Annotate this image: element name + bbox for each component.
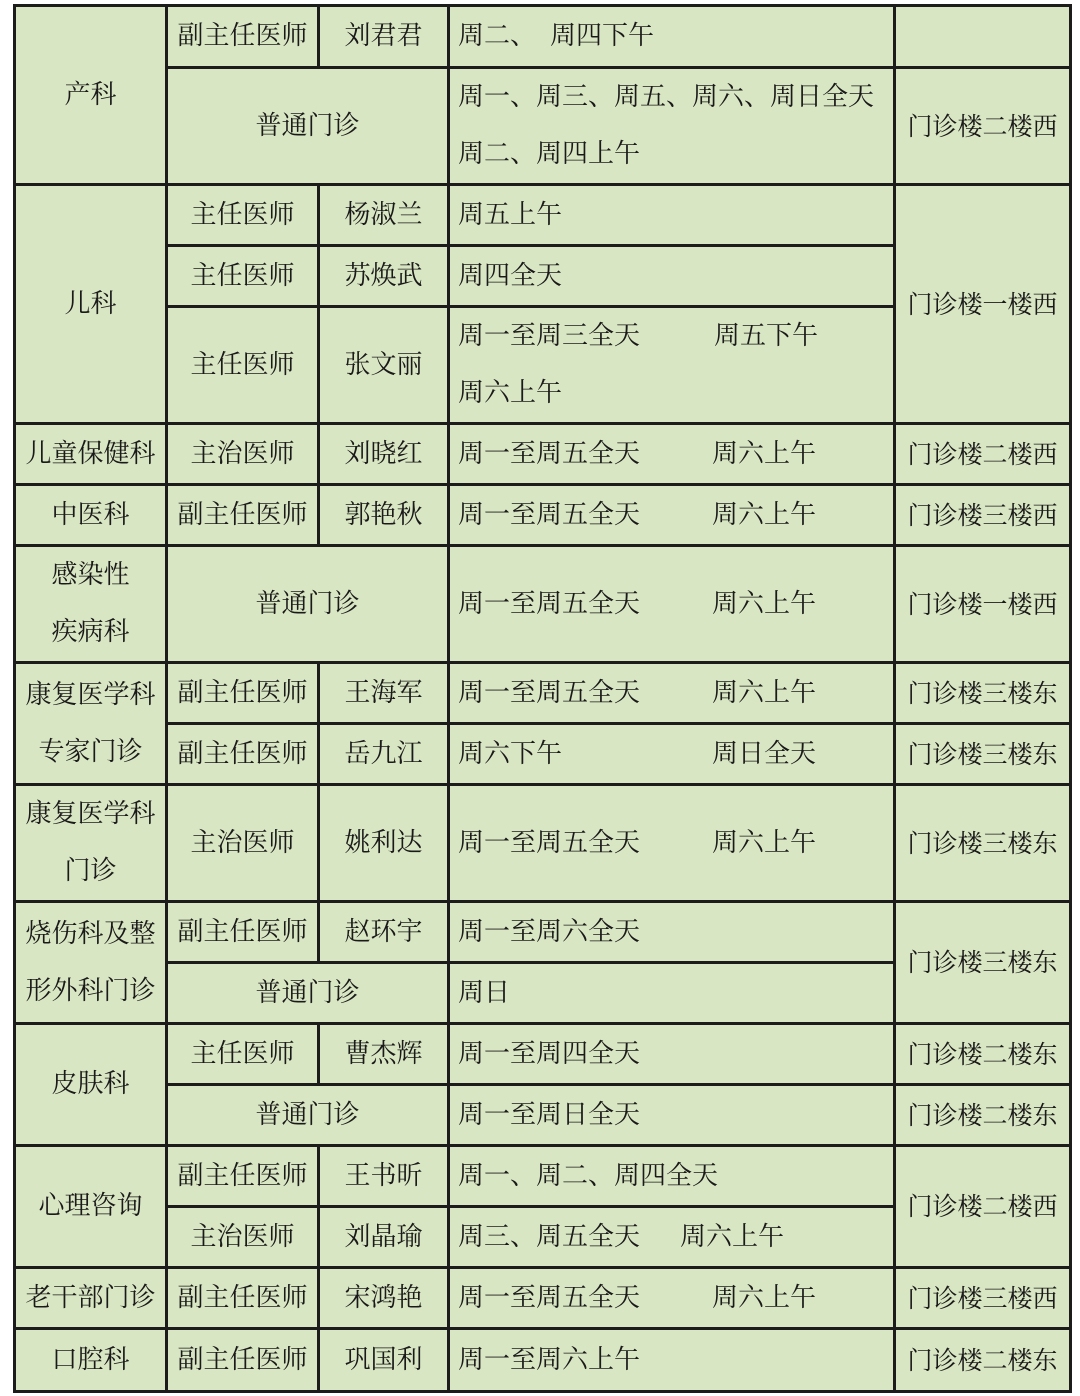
time-part: 周六上午 xyxy=(680,1221,785,1252)
location-cell: 门诊楼三楼东 xyxy=(895,663,1071,724)
doctor-cell: 苏焕武 xyxy=(319,246,449,307)
location-cell: 门诊楼三楼东 xyxy=(895,785,1071,902)
doctor-cell: 王书昕 xyxy=(319,1146,449,1207)
title-cell: 副主任医师 xyxy=(167,902,319,963)
title-cell: 主任医师 xyxy=(167,185,319,246)
table-row xyxy=(15,902,1071,963)
dept-cell xyxy=(15,546,167,663)
table-row xyxy=(15,485,1071,546)
title-cell: 主治医师 xyxy=(167,424,319,485)
dept-cell xyxy=(15,785,167,902)
doctor-cell: 巩国利 xyxy=(319,1329,449,1392)
time-part: 周六上午 xyxy=(712,588,817,619)
time-cell xyxy=(449,724,895,785)
time-cell xyxy=(449,68,895,185)
dept-line: 康复医学科 xyxy=(25,799,156,829)
table-row xyxy=(15,185,1071,246)
time-part: 周六上午 xyxy=(712,499,817,530)
location-cell: 门诊楼三楼西 xyxy=(895,1268,1071,1329)
title-cell: 副主任医师 xyxy=(167,1329,319,1392)
time-line: 周二、周四上午 xyxy=(458,139,641,169)
time-part: 周三、周五全天 xyxy=(458,1221,641,1252)
time-line: 周一、周三、周五、周六、周日全天 xyxy=(458,82,875,112)
time-cell xyxy=(449,307,895,424)
dept-cell xyxy=(15,663,167,785)
title-cell: 主治医师 xyxy=(167,785,319,902)
location-cell: 门诊楼二楼西 xyxy=(895,424,1071,485)
doctor-cell: 郭艳秋 xyxy=(319,485,449,546)
time-cell: 周五上午 xyxy=(449,185,895,246)
time-cell: 周一、周二、周四全天 xyxy=(449,1146,895,1207)
location-cell xyxy=(895,6,1071,68)
doctor-cell: 岳九江 xyxy=(319,724,449,785)
general-clinic-cell: 普通门诊 xyxy=(167,1085,449,1146)
location-cell: 门诊楼一楼西 xyxy=(895,546,1071,663)
table-row xyxy=(15,663,1071,724)
time-part: 周日全天 xyxy=(712,738,817,769)
location-cell: 门诊楼二楼西 xyxy=(895,1146,1071,1268)
time-part: 周六上午 xyxy=(712,677,817,708)
doctor-cell: 杨淑兰 xyxy=(319,185,449,246)
general-clinic-cell: 普通门诊 xyxy=(167,68,449,185)
dept-cell: 中医科 xyxy=(15,485,167,546)
doctor-cell: 姚利达 xyxy=(319,785,449,902)
dept-line: 门诊 xyxy=(64,856,117,886)
title-cell: 副主任医师 xyxy=(167,1268,319,1329)
time-part: 周一至周五全天 xyxy=(458,827,641,858)
title-cell: 副主任医师 xyxy=(167,485,319,546)
time-cell xyxy=(449,663,895,724)
table-row xyxy=(15,424,1071,485)
time-cell xyxy=(449,546,895,663)
location-cell: 门诊楼三楼东 xyxy=(895,724,1071,785)
time-part: 周四下午 xyxy=(550,21,655,51)
location-cell: 门诊楼二楼东 xyxy=(895,1085,1071,1146)
time-part: 周一至周五全天 xyxy=(458,499,641,530)
title-cell: 副主任医师 xyxy=(167,663,319,724)
time-line xyxy=(458,308,893,365)
time-cell xyxy=(449,424,895,485)
doctor-cell: 刘晶瑜 xyxy=(319,1207,449,1268)
doctor-cell: 刘晓红 xyxy=(319,424,449,485)
table-row xyxy=(15,6,1071,68)
time-cell: 周一至周四全天 xyxy=(449,1024,895,1085)
title-cell: 主治医师 xyxy=(167,1207,319,1268)
time-cell xyxy=(449,1207,895,1268)
title-cell: 副主任医师 xyxy=(167,6,319,68)
table-row xyxy=(15,724,1071,785)
dept-line: 专家门诊 xyxy=(38,736,143,767)
doctor-cell: 曹杰辉 xyxy=(319,1024,449,1085)
location-cell: 门诊楼二楼东 xyxy=(895,1024,1071,1085)
table-row xyxy=(15,1329,1071,1392)
dept-line: 康复医学科 xyxy=(25,679,156,710)
dept-line: 感染性 xyxy=(51,560,130,590)
general-clinic-cell: 普通门诊 xyxy=(167,963,449,1024)
clinic-schedule-table xyxy=(13,4,1072,1393)
table-row xyxy=(15,1146,1071,1207)
dept-cell: 儿童保健科 xyxy=(15,424,167,485)
doctor-cell: 王海军 xyxy=(319,663,449,724)
title-cell: 主任医师 xyxy=(167,307,319,424)
time-cell xyxy=(449,485,895,546)
dept-line: 形外科门诊 xyxy=(25,975,156,1006)
time-part: 周六上午 xyxy=(712,827,817,858)
time-cell xyxy=(449,785,895,902)
location-cell: 门诊楼二楼东 xyxy=(895,1329,1071,1392)
dept-cell: 心理咨询 xyxy=(15,1146,167,1268)
time-part: 周六上午 xyxy=(712,1282,817,1313)
time-part: 周一至周五全天 xyxy=(458,1282,641,1313)
doctor-cell: 刘君君 xyxy=(319,6,449,68)
general-clinic-cell: 普通门诊 xyxy=(167,546,449,663)
title-cell: 副主任医师 xyxy=(167,724,319,785)
location-cell: 门诊楼一楼西 xyxy=(895,185,1071,424)
time-cell xyxy=(449,1268,895,1329)
title-cell: 主任医师 xyxy=(167,246,319,307)
time-line: 周六上午 xyxy=(458,378,563,408)
table-row xyxy=(15,1085,1071,1146)
dept-cell: 皮肤科 xyxy=(15,1024,167,1146)
doctor-cell: 张文丽 xyxy=(319,307,449,424)
time-cell xyxy=(449,6,895,68)
time-part: 周一至周三全天 xyxy=(458,321,641,351)
location-cell: 门诊楼二楼西 xyxy=(895,68,1071,185)
dept-line: 烧伤科及整 xyxy=(25,918,156,949)
time-cell: 周一至周六全天 xyxy=(449,902,895,963)
time-cell: 周一至周六上午 xyxy=(449,1329,895,1392)
time-part: 周一至周五全天 xyxy=(458,438,641,469)
time-part: 周六下午 xyxy=(458,738,563,769)
dept-cell: 产科 xyxy=(15,6,167,185)
table-row xyxy=(15,546,1071,663)
dept-cell: 口腔科 xyxy=(15,1329,167,1392)
time-part: 周一至周五全天 xyxy=(458,588,641,619)
dept-cell: 儿科 xyxy=(15,185,167,424)
title-cell: 主任医师 xyxy=(167,1024,319,1085)
doctor-cell: 宋鸿艳 xyxy=(319,1268,449,1329)
time-part: 周二、 xyxy=(458,21,537,51)
dept-line: 疾病科 xyxy=(51,617,130,647)
time-cell: 周一至周日全天 xyxy=(449,1085,895,1146)
table-row xyxy=(15,1268,1071,1329)
location-cell: 门诊楼三楼西 xyxy=(895,485,1071,546)
dept-cell: 老干部门诊 xyxy=(15,1268,167,1329)
time-cell: 周四全天 xyxy=(449,246,895,307)
location-cell: 门诊楼三楼东 xyxy=(895,902,1071,1024)
table-row xyxy=(15,785,1071,902)
time-part: 周一至周五全天 xyxy=(458,677,641,708)
title-cell: 副主任医师 xyxy=(167,1146,319,1207)
time-part: 周五下午 xyxy=(714,321,819,351)
table-row xyxy=(15,1024,1071,1085)
dept-cell xyxy=(15,902,167,1024)
time-part: 周六上午 xyxy=(712,438,817,469)
doctor-cell: 赵环宇 xyxy=(319,902,449,963)
table-row xyxy=(15,68,1071,185)
time-cell: 周日 xyxy=(449,963,895,1024)
